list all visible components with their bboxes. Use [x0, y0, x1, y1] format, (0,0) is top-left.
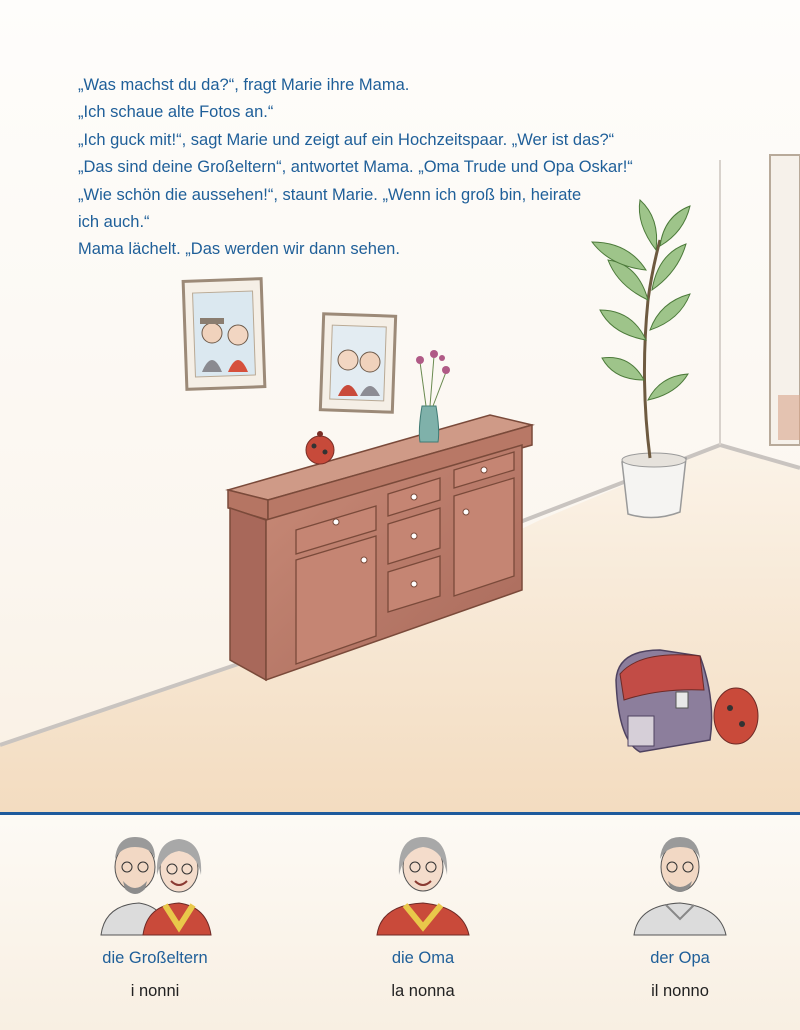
grandparents-portrait-icon [95, 823, 215, 941]
german-word: die Oma [391, 949, 455, 967]
photo-frame-1 [183, 279, 265, 390]
grandmother-portrait-icon [363, 823, 483, 941]
italian-translation: il nonno [651, 982, 709, 1000]
german-word: der Opa [650, 949, 710, 967]
italian-translation: i nonni [130, 982, 180, 1000]
story-line: „Ich schaue alte Fotos an.“ [78, 103, 274, 122]
story-line: Mama lächelt. „Das werden wir dann sehen. [78, 240, 400, 259]
story-line: „Wie schön die aussehen!“, staunt Marie. „Wenn ich groß bin, heirate [78, 185, 582, 204]
ladybug-ornament [306, 431, 334, 464]
grandfather-portrait-icon [620, 823, 740, 941]
story-line: „Das sind deine Großeltern“, antwortet Mama. „Oma Trude und Opa Oskar!“ [78, 158, 633, 177]
story-text [78, 72, 718, 264]
door-gap [778, 395, 800, 440]
story-line: „Ich guck mit!“, sagt Marie und zeigt auf ein Hochzeitspaar. „Wer ist das?“ [78, 130, 615, 149]
story-line: „Was machst du da?“, fragt Marie ihre Mama. [78, 76, 410, 94]
vocab-item-grandfather [580, 815, 780, 1030]
german-word: die Großeltern [102, 949, 208, 967]
photo-frame-2 [320, 314, 395, 412]
vocab-item-grandmother [323, 815, 523, 1030]
vocab-item-grandparents [55, 815, 255, 1030]
story-line: ich auch.“ [78, 213, 150, 232]
vocabulary-strip [0, 815, 800, 1030]
italian-translation: la nonna [391, 982, 455, 1000]
